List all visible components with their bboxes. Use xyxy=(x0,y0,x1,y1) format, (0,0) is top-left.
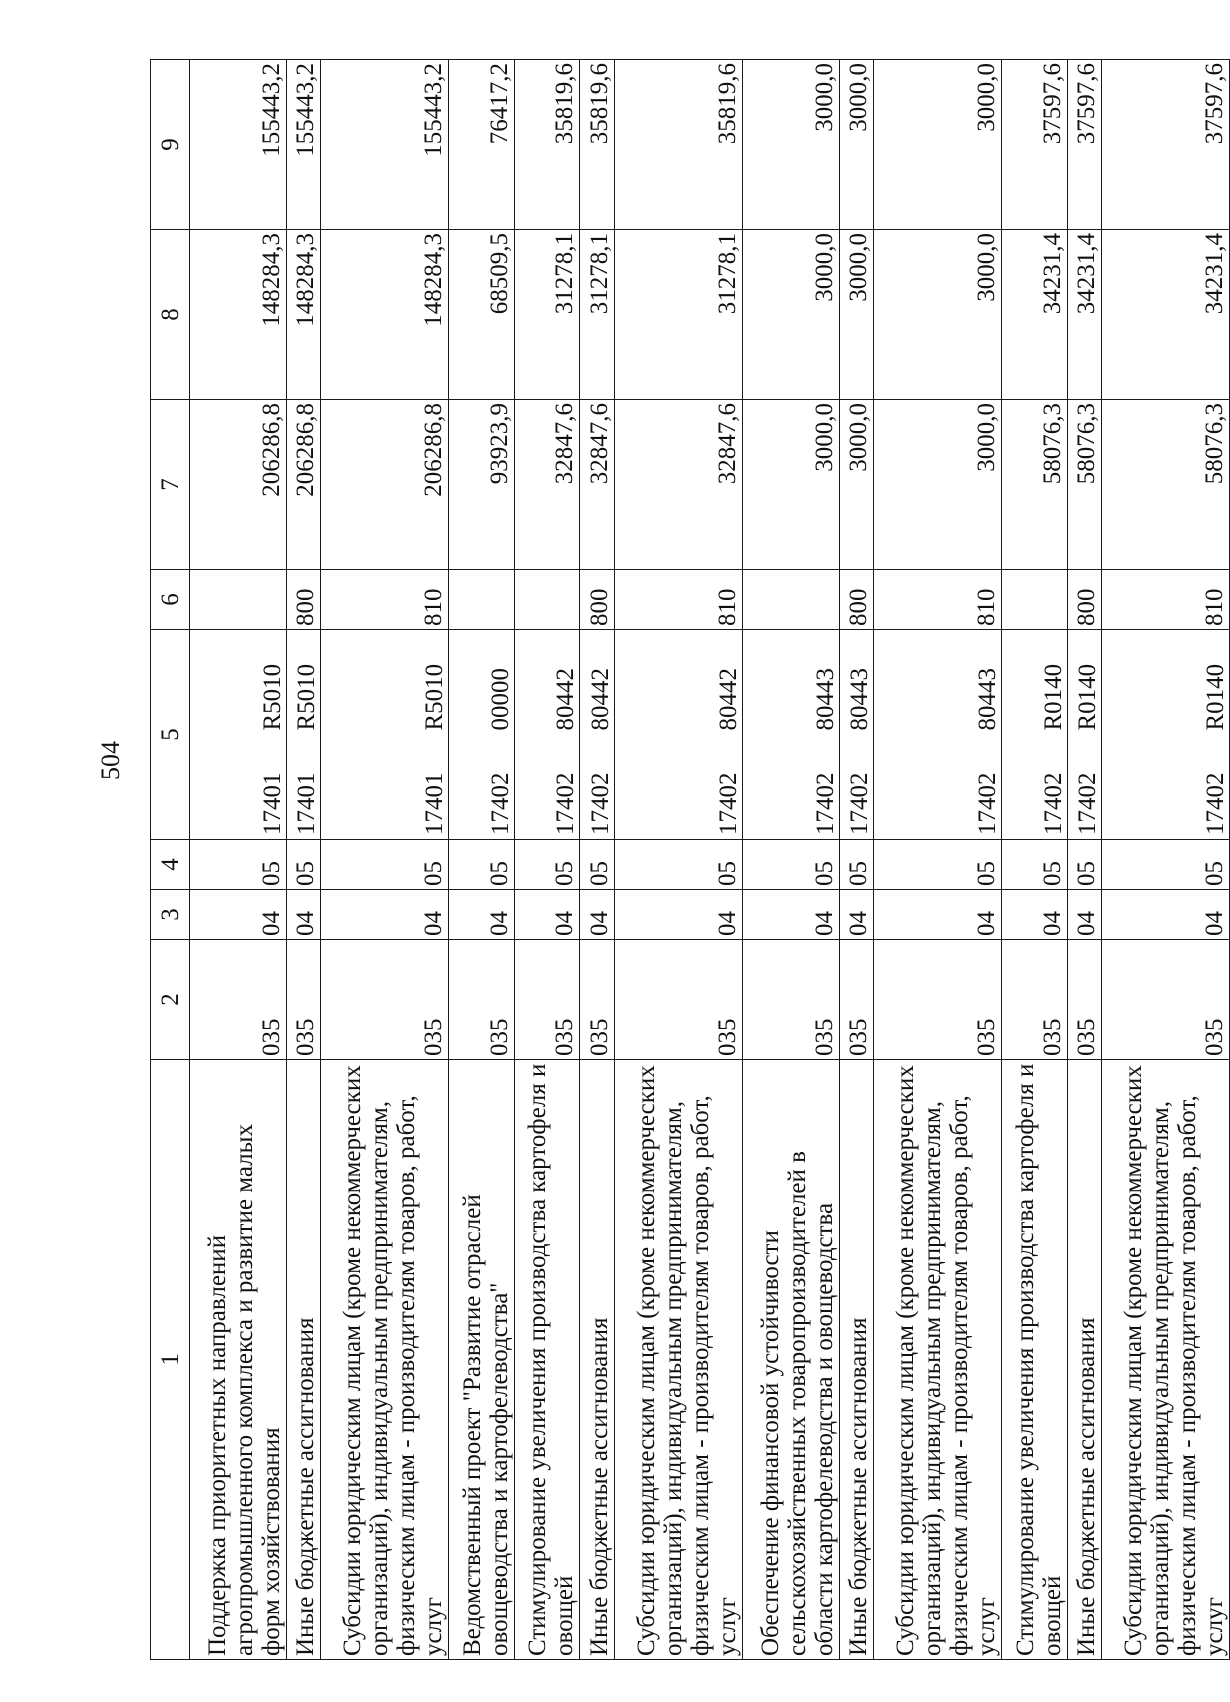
column-header-4: 4 xyxy=(151,840,190,890)
expense-type-cell xyxy=(190,570,287,630)
target-article-program: 17401 xyxy=(293,772,321,835)
ministry-code-cell: 035 xyxy=(614,940,742,1060)
target-article-direction: 80443 xyxy=(846,668,874,731)
section-code-cell: 04 xyxy=(614,890,742,940)
table-row xyxy=(742,60,839,1660)
table-row xyxy=(321,60,449,1660)
row-name-cell: Поддержка приоритетных направлений агропромышленного комплекса и развитие малых форм хозяйствования xyxy=(190,1060,287,1660)
amount-year3-cell: 37597,6 xyxy=(1067,60,1102,230)
target-article-parts xyxy=(487,630,514,839)
row-name-cell: Субсидии юридическим лицам (кроме некоммерческих организаций), индивидуальным предпринимателям, физическим лицам - производителям товаров, работ, услуг xyxy=(1102,1060,1230,1660)
subsection-code-cell: 05 xyxy=(742,840,839,890)
section-code-cell: 04 xyxy=(1067,890,1102,940)
amount-year2-cell: 31278,1 xyxy=(580,230,615,400)
subsection-code-cell: 05 xyxy=(874,840,1002,890)
amount-year3-cell: 3000,0 xyxy=(874,60,1002,230)
amount-year2-cell: 34231,4 xyxy=(1102,230,1230,400)
target-article-program: 17402 xyxy=(973,772,1001,835)
ministry-code-cell: 035 xyxy=(874,940,1002,1060)
target-article-program: 17402 xyxy=(586,772,614,835)
target-article-direction: R5010 xyxy=(258,663,286,731)
ministry-code-cell: 035 xyxy=(190,940,287,1060)
target-article-program: 17402 xyxy=(552,772,580,835)
table-row xyxy=(1102,60,1230,1660)
rotated-budget-table xyxy=(150,60,1230,1660)
amount-year2-cell: 34231,4 xyxy=(1001,230,1067,400)
expense-type-cell xyxy=(1001,570,1067,630)
amount-year3-cell: 35819,6 xyxy=(514,60,580,230)
header-row xyxy=(151,60,190,1660)
target-article-direction: 80442 xyxy=(586,668,614,731)
subsection-code-cell: 05 xyxy=(449,840,515,890)
target-article-parts xyxy=(587,630,614,839)
expense-type-cell: 800 xyxy=(839,570,874,630)
section-code-cell: 04 xyxy=(514,890,580,940)
row-name-cell: Иные бюджетные ассигнования xyxy=(286,1060,321,1660)
amount-year1-cell: 206286,8 xyxy=(321,400,449,570)
target-article-cell xyxy=(742,630,839,840)
subsection-code-cell: 05 xyxy=(514,840,580,890)
expense-type-cell: 810 xyxy=(614,570,742,630)
section-code-cell: 04 xyxy=(1001,890,1067,940)
amount-year3-cell: 35819,6 xyxy=(580,60,615,230)
target-article-parts xyxy=(293,630,320,839)
amount-year1-cell: 58076,3 xyxy=(1102,400,1230,570)
subsection-code-cell: 05 xyxy=(839,840,874,890)
amount-year2-cell: 3000,0 xyxy=(742,230,839,400)
expense-type-cell xyxy=(742,570,839,630)
ministry-code-cell: 035 xyxy=(742,940,839,1060)
table-row xyxy=(1067,60,1102,1660)
amount-year1-cell: 3000,0 xyxy=(742,400,839,570)
row-name-cell: Обеспечение финансовой устойчивости сельскохозяйственных товаропроизводителей в области картофелеводства и овощеводства xyxy=(742,1060,839,1660)
expense-type-cell xyxy=(514,570,580,630)
target-article-program: 17402 xyxy=(486,772,514,835)
amount-year2-cell: 34231,4 xyxy=(1067,230,1102,400)
ministry-code-cell: 035 xyxy=(321,940,449,1060)
section-code-cell: 04 xyxy=(1102,890,1230,940)
table-row xyxy=(614,60,742,1660)
amount-year1-cell: 58076,3 xyxy=(1067,400,1102,570)
amount-year3-cell: 155443,2 xyxy=(321,60,449,230)
expense-type-cell: 800 xyxy=(580,570,615,630)
amount-year1-cell: 32847,6 xyxy=(614,400,742,570)
target-article-program: 17401 xyxy=(258,772,286,835)
target-article-program: 17402 xyxy=(1202,772,1229,835)
row-name-cell: Стимулирование увеличения производства картофеля и овощей xyxy=(1001,1060,1067,1660)
amount-year1-cell: 206286,8 xyxy=(190,400,287,570)
ministry-code-cell: 035 xyxy=(580,940,615,1060)
row-name-cell: Субсидии юридическим лицам (кроме некоммерческих организаций), индивидуальным предпринимателям, физическим лицам - производителям товаров, работ, услуг xyxy=(614,1060,742,1660)
subsection-code-cell: 05 xyxy=(321,840,449,890)
target-article-direction: 80442 xyxy=(714,668,742,731)
subsection-code-cell: 05 xyxy=(1067,840,1102,890)
target-article-direction: R5010 xyxy=(293,663,321,731)
target-article-parts xyxy=(1040,630,1067,839)
column-header-2: 2 xyxy=(151,940,190,1060)
expense-type-cell: 810 xyxy=(874,570,1002,630)
table-row xyxy=(190,60,287,1660)
amount-year3-cell: 3000,0 xyxy=(839,60,874,230)
row-name-cell: Иные бюджетные ассигнования xyxy=(1067,1060,1102,1660)
target-article-cell xyxy=(614,630,742,840)
ministry-code-cell: 035 xyxy=(449,940,515,1060)
section-code-cell: 04 xyxy=(286,890,321,940)
target-article-cell xyxy=(514,630,580,840)
section-code-cell: 04 xyxy=(449,890,515,940)
target-article-program: 17402 xyxy=(1074,772,1102,835)
section-code-cell: 04 xyxy=(321,890,449,940)
amount-year1-cell: 3000,0 xyxy=(874,400,1002,570)
table-body xyxy=(190,60,1230,1660)
section-code-cell: 04 xyxy=(874,890,1002,940)
target-article-direction: R0140 xyxy=(1202,663,1229,731)
row-name-cell: Иные бюджетные ассигнования xyxy=(580,1060,615,1660)
expense-type-cell: 800 xyxy=(286,570,321,630)
expense-type-cell: 810 xyxy=(1102,570,1230,630)
target-article-direction: 00000 xyxy=(486,668,514,731)
target-article-parts xyxy=(1074,630,1101,839)
target-article-direction: R0140 xyxy=(1039,663,1067,731)
target-article-direction: R5010 xyxy=(421,663,449,731)
target-article-direction: 80443 xyxy=(973,668,1001,731)
amount-year2-cell: 68509,5 xyxy=(449,230,515,400)
row-name-cell: Ведомственный проект "Развитие отраслей овощеводства и картофелеводства" xyxy=(449,1060,515,1660)
page-number: 504 xyxy=(96,741,125,780)
table-row xyxy=(839,60,874,1660)
section-code-cell: 04 xyxy=(839,890,874,940)
row-name-cell: Стимулирование увеличения производства картофеля и овощей xyxy=(514,1060,580,1660)
target-article-cell xyxy=(874,630,1002,840)
target-article-cell xyxy=(286,630,321,840)
target-article-cell xyxy=(580,630,615,840)
target-article-cell xyxy=(449,630,515,840)
amount-year2-cell: 31278,1 xyxy=(614,230,742,400)
expense-type-cell: 800 xyxy=(1067,570,1102,630)
target-article-cell xyxy=(190,630,287,840)
column-header-1: 1 xyxy=(151,1060,190,1660)
column-header-3: 3 xyxy=(151,890,190,940)
ministry-code-cell: 035 xyxy=(286,940,321,1060)
table-row xyxy=(286,60,321,1660)
target-article-parts xyxy=(715,630,742,839)
target-article-cell xyxy=(839,630,874,840)
target-article-cell xyxy=(321,630,449,840)
ministry-code-cell: 035 xyxy=(1102,940,1230,1060)
column-header-6: 6 xyxy=(151,570,190,630)
amount-year1-cell: 3000,0 xyxy=(839,400,874,570)
subsection-code-cell: 05 xyxy=(1001,840,1067,890)
amount-year1-cell: 206286,8 xyxy=(286,400,321,570)
row-name-cell: Субсидии юридическим лицам (кроме некоммерческих организаций), индивидуальным предпринимателям, физическим лицам - производителям товаров, работ, услуг xyxy=(321,1060,449,1660)
column-header-7: 7 xyxy=(151,400,190,570)
target-article-cell xyxy=(1067,630,1102,840)
target-article-parts xyxy=(1202,630,1229,839)
amount-year3-cell: 76417,2 xyxy=(449,60,515,230)
target-article-direction: R0140 xyxy=(1074,663,1102,731)
subsection-code-cell: 05 xyxy=(190,840,287,890)
target-article-direction: 80442 xyxy=(552,668,580,731)
amount-year1-cell: 32847,6 xyxy=(580,400,615,570)
subsection-code-cell: 05 xyxy=(286,840,321,890)
amount-year3-cell: 155443,2 xyxy=(190,60,287,230)
amount-year2-cell: 148284,3 xyxy=(286,230,321,400)
target-article-program: 17402 xyxy=(846,772,874,835)
table-row xyxy=(580,60,615,1660)
section-code-cell: 04 xyxy=(742,890,839,940)
target-article-program: 17401 xyxy=(421,772,449,835)
ministry-code-cell: 035 xyxy=(1001,940,1067,1060)
row-name-cell: Иные бюджетные ассигнования xyxy=(839,1060,874,1660)
subsection-code-cell: 05 xyxy=(614,840,742,890)
amount-year1-cell: 58076,3 xyxy=(1001,400,1067,570)
target-article-parts xyxy=(812,630,839,839)
amount-year2-cell: 148284,3 xyxy=(321,230,449,400)
amount-year3-cell: 37597,6 xyxy=(1001,60,1067,230)
amount-year2-cell: 3000,0 xyxy=(874,230,1002,400)
ministry-code-cell: 035 xyxy=(514,940,580,1060)
target-article-parts xyxy=(846,630,873,839)
target-article-parts xyxy=(421,630,448,839)
target-article-parts xyxy=(974,630,1001,839)
column-header-8: 8 xyxy=(151,230,190,400)
table-row xyxy=(874,60,1002,1660)
target-article-parts xyxy=(552,630,579,839)
table-row xyxy=(514,60,580,1660)
amount-year2-cell: 148284,3 xyxy=(190,230,287,400)
target-article-program: 17402 xyxy=(714,772,742,835)
column-header-9: 9 xyxy=(151,60,190,230)
table-row xyxy=(1001,60,1067,1660)
subsection-code-cell: 05 xyxy=(1102,840,1230,890)
amount-year3-cell: 3000,0 xyxy=(742,60,839,230)
target-article-program: 17402 xyxy=(811,772,839,835)
section-code-cell: 04 xyxy=(190,890,287,940)
column-header-5: 5 xyxy=(151,630,190,840)
ministry-code-cell: 035 xyxy=(1067,940,1102,1060)
target-article-cell xyxy=(1001,630,1067,840)
target-article-cell xyxy=(1102,630,1230,840)
amount-year2-cell: 3000,0 xyxy=(839,230,874,400)
amount-year3-cell: 37597,6 xyxy=(1102,60,1230,230)
amount-year3-cell: 155443,2 xyxy=(286,60,321,230)
row-name-cell: Субсидии юридическим лицам (кроме некоммерческих организаций), индивидуальным предпринимателям, физическим лицам - производителям товаров, работ, услуг xyxy=(874,1060,1002,1660)
section-code-cell: 04 xyxy=(580,890,615,940)
table-row xyxy=(449,60,515,1660)
subsection-code-cell: 05 xyxy=(580,840,615,890)
amount-year1-cell: 93923,9 xyxy=(449,400,515,570)
expense-type-cell: 810 xyxy=(321,570,449,630)
amount-year3-cell: 35819,6 xyxy=(614,60,742,230)
target-article-parts xyxy=(259,630,286,839)
amount-year2-cell: 31278,1 xyxy=(514,230,580,400)
budget-table xyxy=(150,59,1230,1660)
target-article-program: 17402 xyxy=(1039,772,1067,835)
expense-type-cell xyxy=(449,570,515,630)
ministry-code-cell: 035 xyxy=(839,940,874,1060)
amount-year1-cell: 32847,6 xyxy=(514,400,580,570)
target-article-direction: 80443 xyxy=(811,668,839,731)
